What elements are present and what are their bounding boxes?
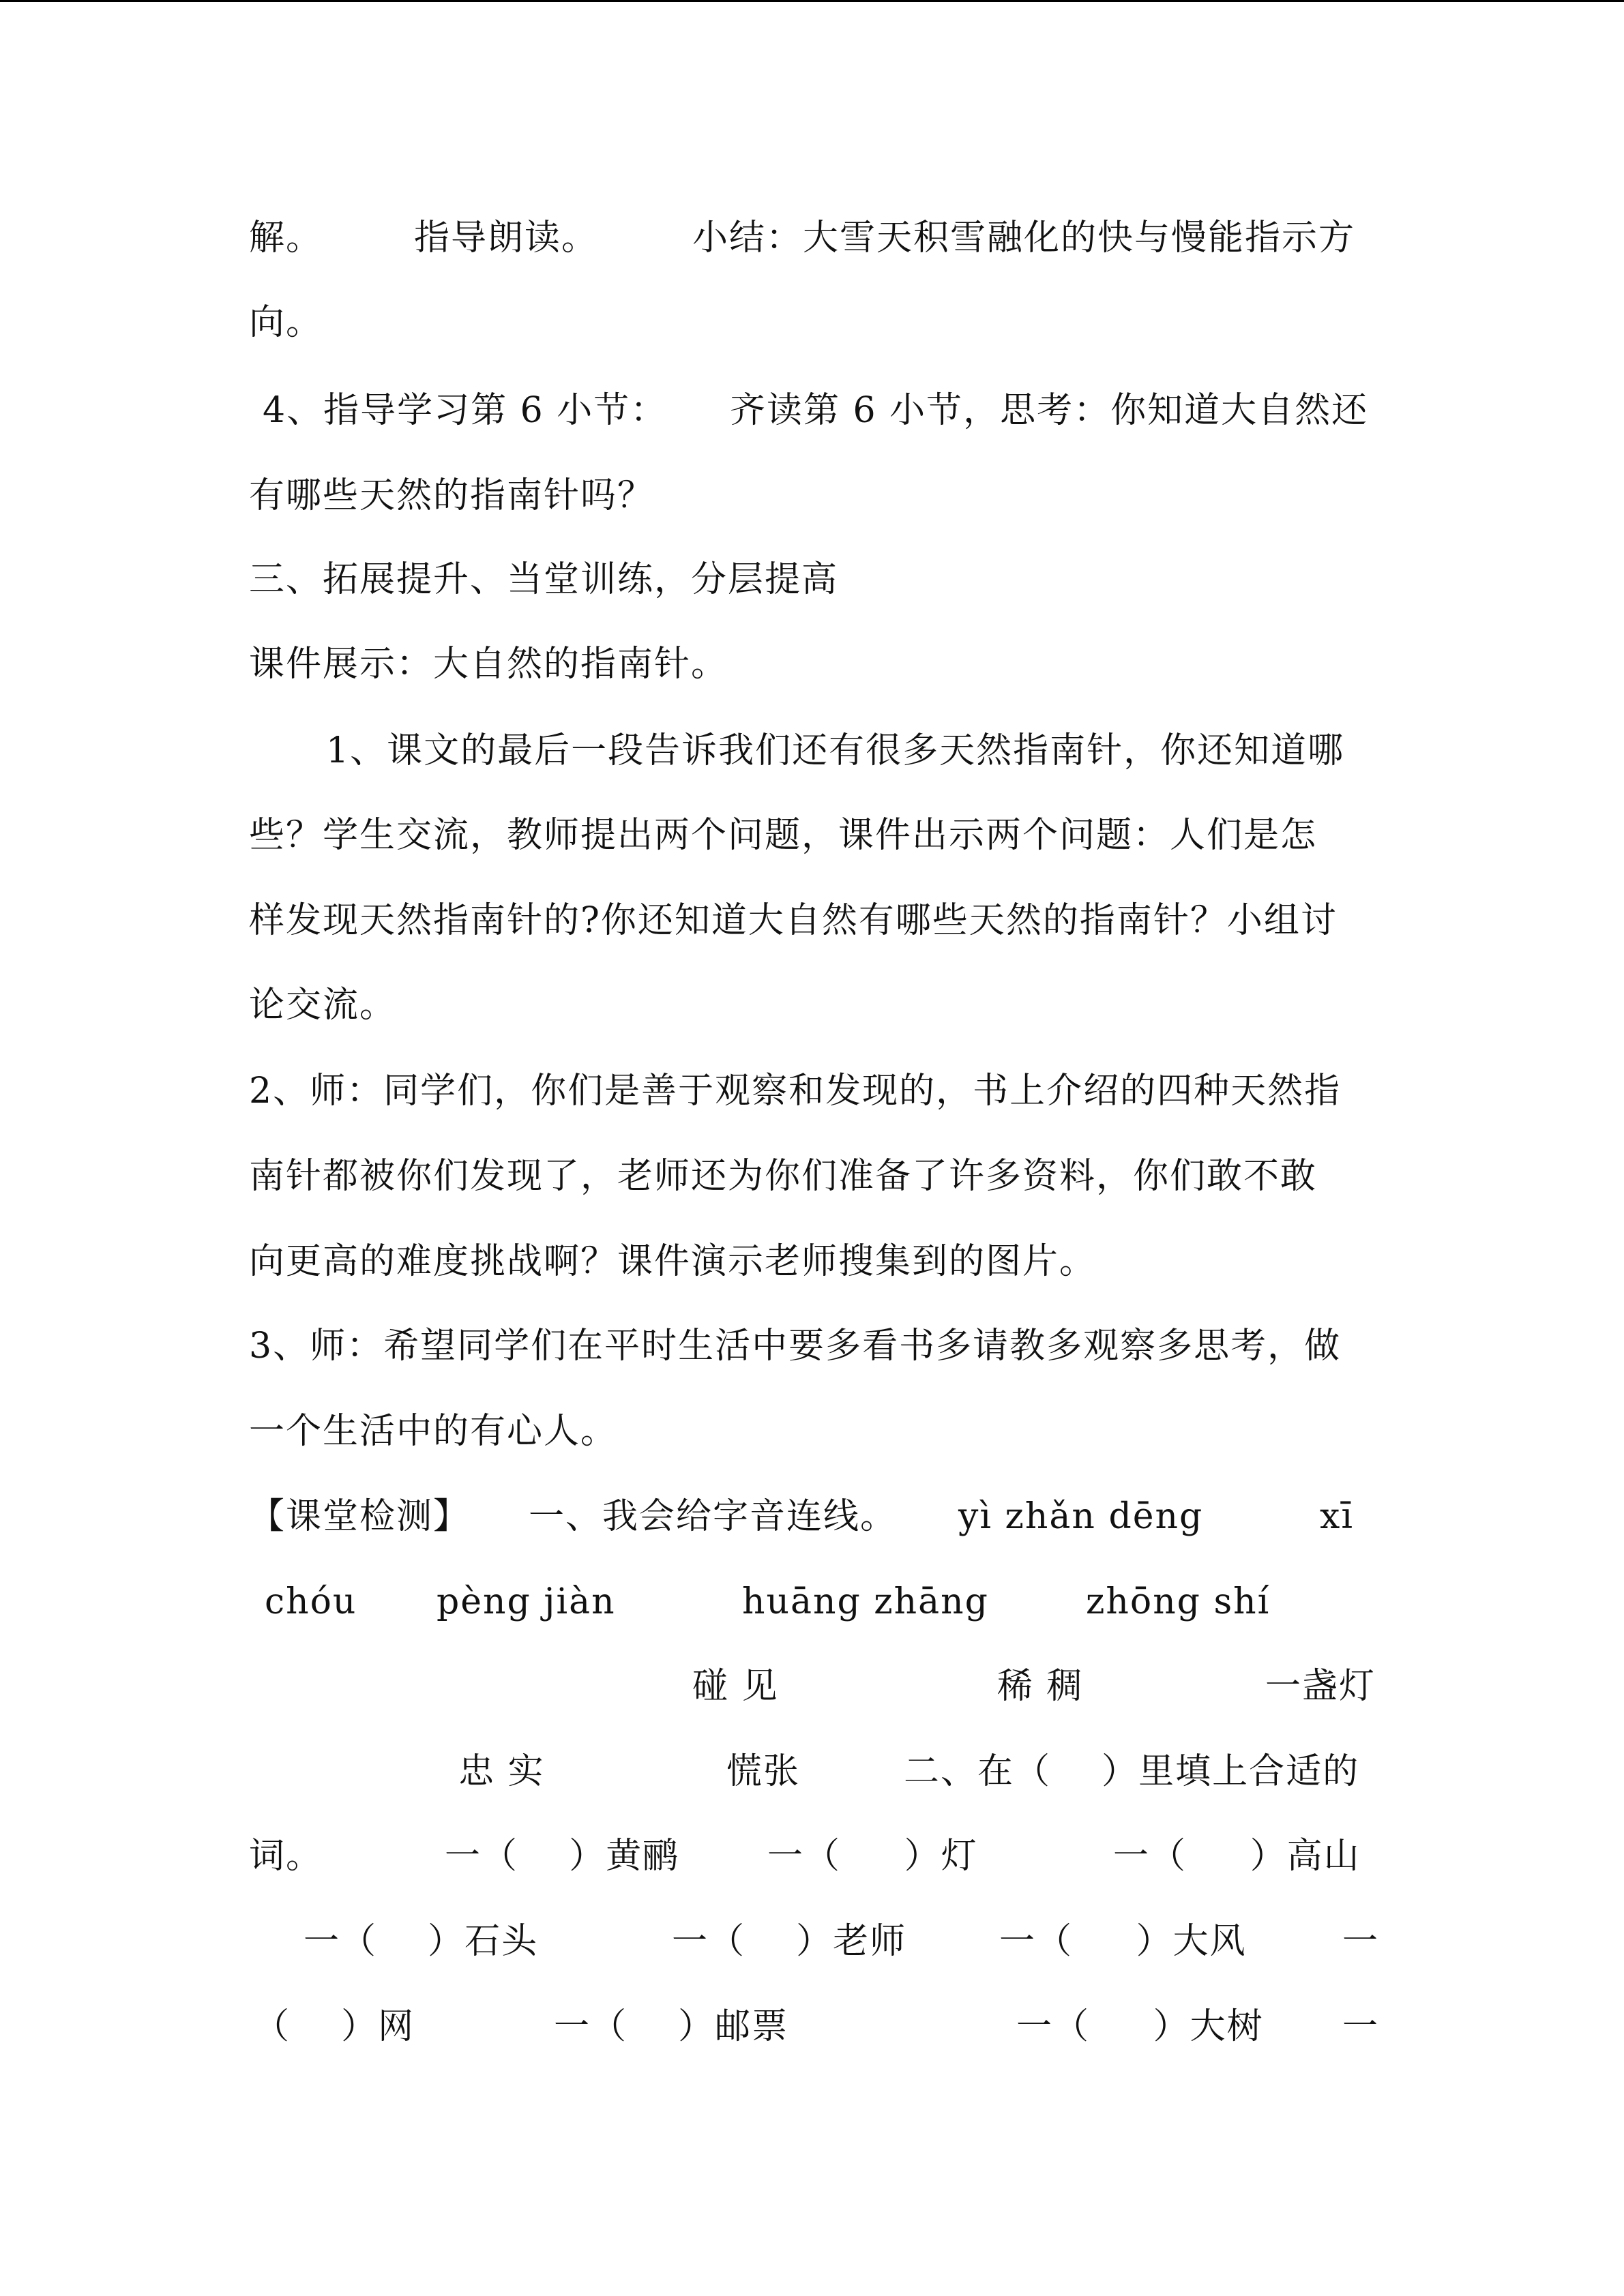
p6-line2: 南针都被你们发现了，老师还为你们准备了许多资料，你们敢不敢: [249, 1156, 1318, 1197]
blank-item: 一（ ）老师: [672, 1921, 907, 1962]
pinyin-item: pèng jiàn: [437, 1581, 616, 1622]
p4-line1: 课件展示：大自然的指南针。: [249, 644, 728, 685]
blank-item: 一（ ）高山: [1113, 1836, 1361, 1877]
p5-line3: 样发现天然指南针的?你还知道大自然有哪些天然的指南针？小组讨: [249, 900, 1338, 941]
p2-line2: 有哪些天然的指南针吗？: [249, 475, 655, 516]
p7-line2: 一个生活中的有心人。: [249, 1411, 618, 1452]
blank-item: 一（ ）灯: [767, 1836, 978, 1877]
word-item: 一盏灯: [1265, 1666, 1376, 1707]
p5-line2: 些？学生交流，教师提出两个问题，课件出示两个问题：人们是怎: [249, 815, 1318, 856]
blank-item: 一: [1342, 2006, 1380, 2047]
p1-line1-a: 解。: [249, 218, 323, 258]
quiz-heading: 【课堂检测】: [249, 1496, 471, 1537]
p6-line3: 向更高的难度挑战啊？课件演示老师搜集到的图片。: [249, 1241, 1097, 1282]
p1-line1-b: 指导朗读。: [414, 218, 599, 258]
quiz-q1-title: 一、我会给字音连线。: [529, 1496, 898, 1537]
p7-line1: 3、师：希望同学们在平时生活中要多看书多请教多观察多思考，做: [249, 1326, 1342, 1367]
word-item: 忠 实: [458, 1751, 545, 1792]
blank-item: 一（ ）黄鹂: [445, 1836, 680, 1877]
pinyin-item: huāng zhāng: [742, 1581, 989, 1622]
p5-line4: 论交流。: [249, 985, 397, 1026]
p6-line1: 2、师：同学们，你们是善于观察和发现的，书上介绍的四种天然指: [249, 1071, 1342, 1112]
blank-item: 一（ ）邮票: [554, 2006, 789, 2047]
p2-line1-b: 齐读第 6 小节，思考：你知道大自然还: [730, 390, 1369, 431]
page-top-border: [0, 0, 1624, 2]
blank-item: 一（ ）石头: [304, 1921, 539, 1962]
p1-line1-c: 小结：大雪天积雪融化的快与慢能指示方: [692, 218, 1356, 258]
p2-line1-a: 4、指导学习第 6 小节：: [263, 390, 668, 431]
pinyin-item: chóu: [265, 1581, 357, 1622]
quiz-q2-title-cont: 词。: [249, 1836, 323, 1877]
word-item: 稀 稠: [997, 1666, 1084, 1707]
word-item: 慌张: [726, 1751, 801, 1792]
blank-item: 一（ ）大风: [999, 1921, 1247, 1962]
pinyin-item: xī: [1320, 1496, 1354, 1537]
blank-item: 一（ ）大树: [1016, 2006, 1264, 2047]
section-heading-3: 三、拓展提升、当堂训练，分层提高: [249, 559, 839, 600]
blank-item: （ ）网: [254, 2006, 415, 2047]
p5-line1: 1、课文的最后一段告诉我们还有很多天然指南针，你还知道哪: [326, 730, 1345, 771]
word-item: 碰 见: [692, 1666, 779, 1707]
pinyin-item: zhōng shí: [1086, 1581, 1271, 1622]
p1-line2: 向。: [249, 302, 323, 343]
quiz-q2-title: 二、在（ ）里填上合适的: [904, 1751, 1360, 1792]
pinyin-item: yì zhǎn dēng: [958, 1496, 1204, 1537]
blank-item: 一: [1342, 1921, 1380, 1962]
